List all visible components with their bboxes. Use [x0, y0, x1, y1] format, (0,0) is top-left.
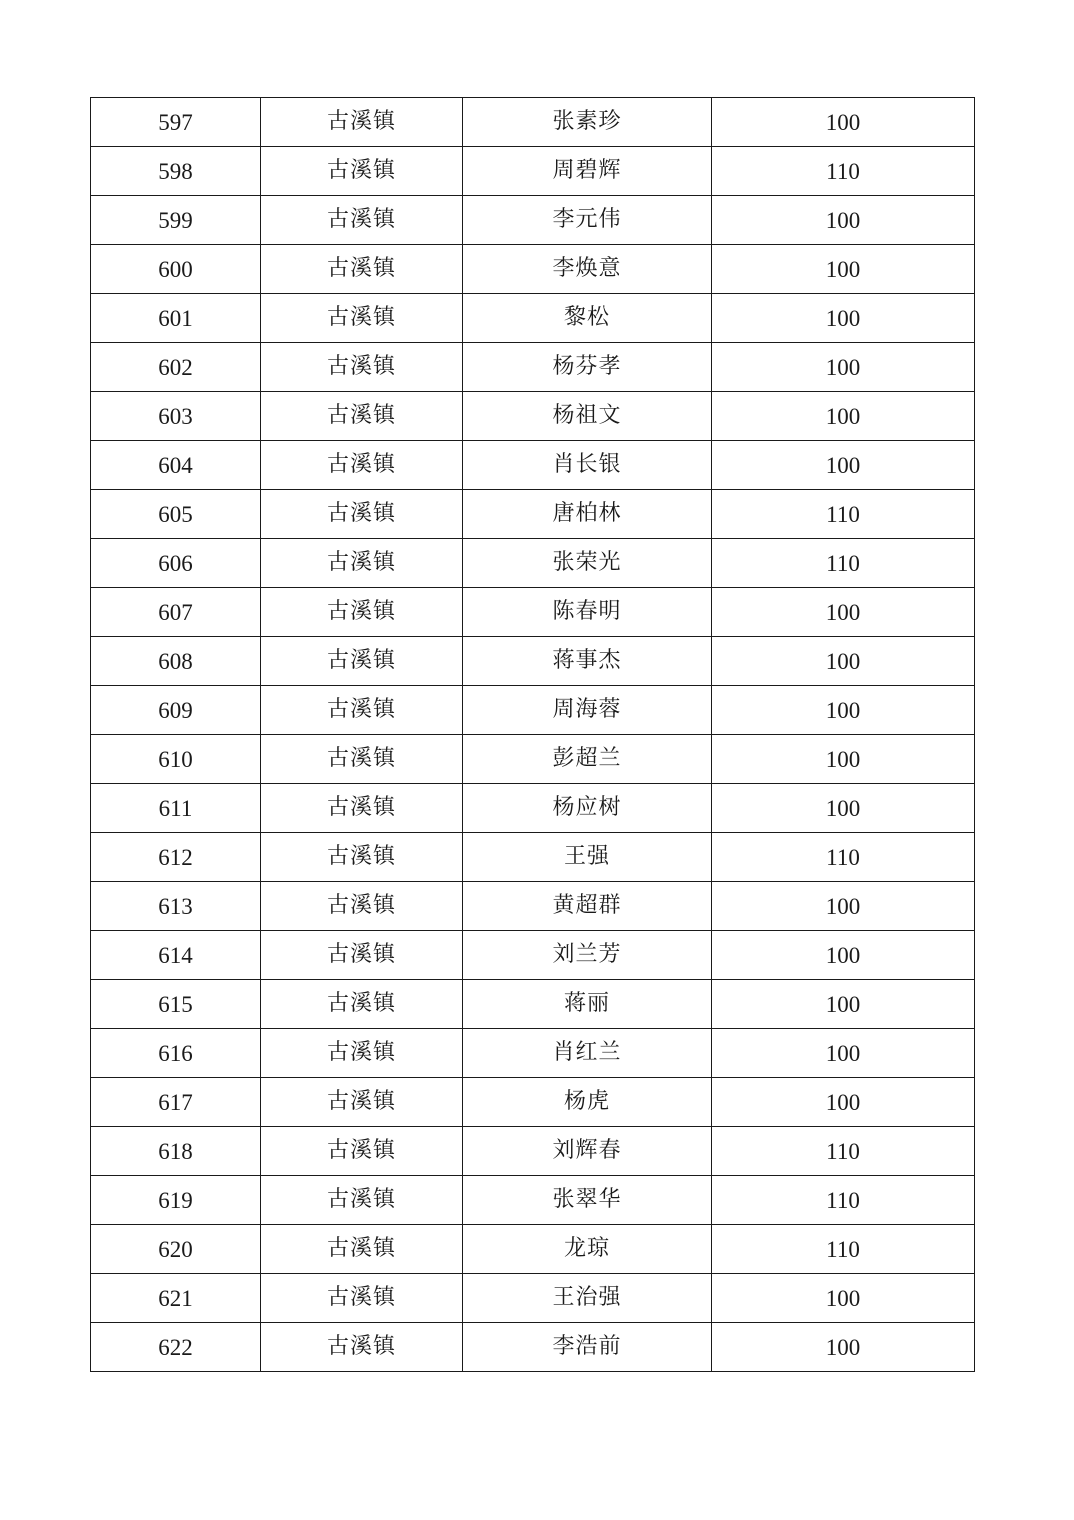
table-row — [91, 588, 975, 637]
table-row — [91, 735, 975, 784]
town-cell: 古溪镇 — [261, 147, 463, 196]
name-cell: 张荣光 — [463, 539, 712, 588]
row-number-cell: 618 — [91, 1127, 261, 1176]
table-row — [91, 392, 975, 441]
row-number-cell: 604 — [91, 441, 261, 490]
table-row — [91, 882, 975, 931]
row-number-cell: 607 — [91, 588, 261, 637]
row-number-cell: 603 — [91, 392, 261, 441]
name-cell: 王治强 — [463, 1274, 712, 1323]
table-row — [91, 1029, 975, 1078]
row-number-cell: 615 — [91, 980, 261, 1029]
amount-cell: 100 — [712, 343, 975, 392]
table-row — [91, 1078, 975, 1127]
amount-cell: 100 — [712, 1323, 975, 1372]
town-cell: 古溪镇 — [261, 784, 463, 833]
table-row — [91, 539, 975, 588]
town-cell: 古溪镇 — [261, 686, 463, 735]
table-row — [91, 784, 975, 833]
name-cell: 蒋丽 — [463, 980, 712, 1029]
town-cell: 古溪镇 — [261, 931, 463, 980]
name-cell: 李焕意 — [463, 245, 712, 294]
amount-cell: 100 — [712, 735, 975, 784]
table-row — [91, 441, 975, 490]
table-row — [91, 1274, 975, 1323]
name-cell: 杨祖文 — [463, 392, 712, 441]
town-cell: 古溪镇 — [261, 882, 463, 931]
row-number-cell: 622 — [91, 1323, 261, 1372]
amount-cell: 100 — [712, 98, 975, 147]
table-row — [91, 1127, 975, 1176]
town-cell: 古溪镇 — [261, 294, 463, 343]
name-cell: 李浩前 — [463, 1323, 712, 1372]
name-cell: 杨应树 — [463, 784, 712, 833]
amount-cell: 100 — [712, 441, 975, 490]
table-row — [91, 833, 975, 882]
table-row — [91, 1225, 975, 1274]
name-cell: 彭超兰 — [463, 735, 712, 784]
row-number-cell: 617 — [91, 1078, 261, 1127]
amount-cell: 100 — [712, 196, 975, 245]
row-number-cell: 600 — [91, 245, 261, 294]
table-row — [91, 637, 975, 686]
row-number-cell: 616 — [91, 1029, 261, 1078]
table-row — [91, 196, 975, 245]
name-cell: 唐柏林 — [463, 490, 712, 539]
amount-cell: 110 — [712, 539, 975, 588]
name-cell: 陈春明 — [463, 588, 712, 637]
amount-cell: 110 — [712, 833, 975, 882]
row-number-cell: 621 — [91, 1274, 261, 1323]
row-number-cell: 612 — [91, 833, 261, 882]
row-number-cell: 599 — [91, 196, 261, 245]
town-cell: 古溪镇 — [261, 735, 463, 784]
amount-cell: 100 — [712, 980, 975, 1029]
town-cell: 古溪镇 — [261, 980, 463, 1029]
row-number-cell: 608 — [91, 637, 261, 686]
name-cell: 刘兰芳 — [463, 931, 712, 980]
amount-cell: 100 — [712, 588, 975, 637]
name-cell: 黎松 — [463, 294, 712, 343]
name-cell: 肖红兰 — [463, 1029, 712, 1078]
name-cell: 张翠华 — [463, 1176, 712, 1225]
table-row — [91, 147, 975, 196]
table-row — [91, 1323, 975, 1372]
table-row — [91, 1176, 975, 1225]
town-cell: 古溪镇 — [261, 1029, 463, 1078]
table-row — [91, 294, 975, 343]
roster-table-body — [91, 98, 975, 1372]
roster-table — [90, 97, 975, 1372]
town-cell: 古溪镇 — [261, 245, 463, 294]
amount-cell: 100 — [712, 784, 975, 833]
table-row — [91, 98, 975, 147]
town-cell: 古溪镇 — [261, 588, 463, 637]
town-cell: 古溪镇 — [261, 1078, 463, 1127]
amount-cell: 100 — [712, 245, 975, 294]
name-cell: 周海蓉 — [463, 686, 712, 735]
name-cell: 黄超群 — [463, 882, 712, 931]
row-number-cell: 614 — [91, 931, 261, 980]
amount-cell: 100 — [712, 882, 975, 931]
row-number-cell: 605 — [91, 490, 261, 539]
town-cell: 古溪镇 — [261, 1274, 463, 1323]
row-number-cell: 613 — [91, 882, 261, 931]
amount-cell: 110 — [712, 1225, 975, 1274]
table-row — [91, 343, 975, 392]
town-cell: 古溪镇 — [261, 343, 463, 392]
name-cell: 肖长银 — [463, 441, 712, 490]
town-cell: 古溪镇 — [261, 1176, 463, 1225]
amount-cell: 100 — [712, 294, 975, 343]
name-cell: 蒋事杰 — [463, 637, 712, 686]
town-cell: 古溪镇 — [261, 392, 463, 441]
row-number-cell: 620 — [91, 1225, 261, 1274]
town-cell: 古溪镇 — [261, 196, 463, 245]
name-cell: 刘辉春 — [463, 1127, 712, 1176]
town-cell: 古溪镇 — [261, 1323, 463, 1372]
row-number-cell: 597 — [91, 98, 261, 147]
amount-cell: 100 — [712, 1274, 975, 1323]
table-row — [91, 980, 975, 1029]
row-number-cell: 610 — [91, 735, 261, 784]
amount-cell: 110 — [712, 1127, 975, 1176]
row-number-cell: 619 — [91, 1176, 261, 1225]
name-cell: 杨芬孝 — [463, 343, 712, 392]
town-cell: 古溪镇 — [261, 441, 463, 490]
amount-cell: 110 — [712, 490, 975, 539]
town-cell: 古溪镇 — [261, 1225, 463, 1274]
row-number-cell: 601 — [91, 294, 261, 343]
town-cell: 古溪镇 — [261, 490, 463, 539]
name-cell: 杨虎 — [463, 1078, 712, 1127]
table-row — [91, 490, 975, 539]
amount-cell: 100 — [712, 1078, 975, 1127]
amount-cell: 100 — [712, 637, 975, 686]
row-number-cell: 611 — [91, 784, 261, 833]
town-cell: 古溪镇 — [261, 833, 463, 882]
town-cell: 古溪镇 — [261, 98, 463, 147]
town-cell: 古溪镇 — [261, 539, 463, 588]
amount-cell: 100 — [712, 392, 975, 441]
table-row — [91, 245, 975, 294]
table-row — [91, 931, 975, 980]
name-cell: 王强 — [463, 833, 712, 882]
amount-cell: 110 — [712, 1176, 975, 1225]
town-cell: 古溪镇 — [261, 637, 463, 686]
amount-cell: 100 — [712, 1029, 975, 1078]
row-number-cell: 606 — [91, 539, 261, 588]
town-cell: 古溪镇 — [261, 1127, 463, 1176]
amount-cell: 110 — [712, 147, 975, 196]
name-cell: 龙琼 — [463, 1225, 712, 1274]
row-number-cell: 609 — [91, 686, 261, 735]
row-number-cell: 602 — [91, 343, 261, 392]
name-cell: 周碧辉 — [463, 147, 712, 196]
amount-cell: 100 — [712, 931, 975, 980]
name-cell: 李元伟 — [463, 196, 712, 245]
amount-cell: 100 — [712, 686, 975, 735]
name-cell: 张素珍 — [463, 98, 712, 147]
table-row — [91, 686, 975, 735]
row-number-cell: 598 — [91, 147, 261, 196]
